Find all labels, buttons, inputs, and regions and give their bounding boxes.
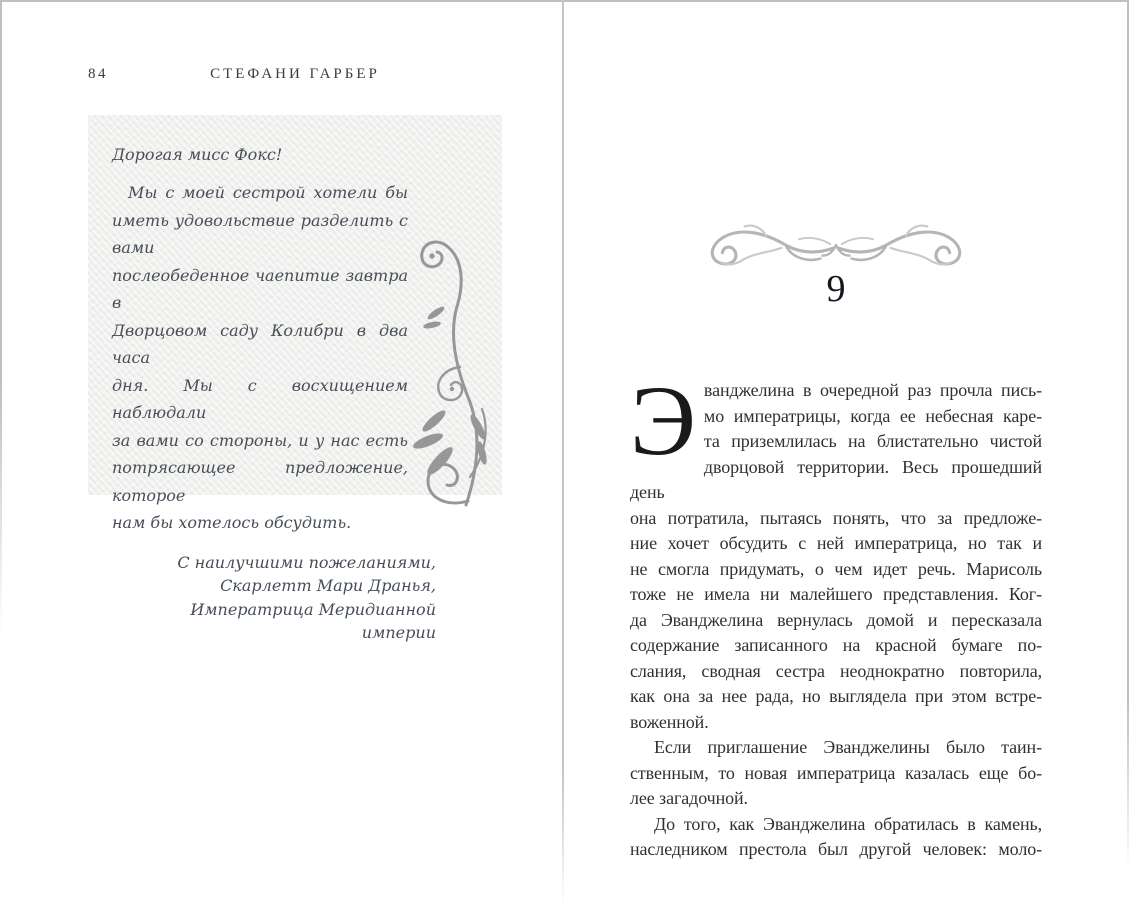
page-number: 84 [88,66,108,82]
text-line: воженной. [630,711,709,732]
text-line: тоже не имела ни малейшего представления. Ког- [630,584,1042,604]
text-line: дня. Мы с восхищением наблюдали [112,375,408,422]
text-line: Если приглашение Эванджелины было таин- [654,737,1042,757]
left-page [0,0,562,910]
text-line: ственным, то новая императрица казалась еще бо- [630,762,1042,783]
text-line: да Эванджелина вернулась домой и пересказала [630,609,1042,630]
chapter-heading [630,218,1042,310]
text-line: ванджелина в очередной раз прочла пись- [703,380,1042,400]
chapter-ornament-icon [700,218,972,270]
text-line: наследником престола был другой человек: моло- [630,839,1042,859]
text-line: дворцовой территории. Весь прошедший день [630,456,1042,502]
text-line: лее загадочной. [630,788,748,808]
letter-greeting: Дорогая мисс Фокс! [112,145,283,164]
text-line: Императрица Меридианной империи [190,599,436,642]
text-line: мо императрицы, когда ее небесная каре- [703,405,1042,426]
chapter-paragraph [630,812,1042,863]
text-line: слания, сводная сестра неоднократно повторила, [630,660,1042,681]
text-line: Мы с моей сестрой хотели бы [128,183,408,202]
text-line: она потратила, пытаясь понять, что за предложе- [630,507,1042,528]
chapter-paragraph [630,365,1042,735]
text-line: Скарлетт Мари Дранья, [220,576,436,595]
running-header: СТЕФАНИ ГАРБЕР [210,66,380,82]
letter [112,143,478,645]
letter-signature [112,551,436,645]
text-line: Дворцовом саду Колибри в два часа [112,320,408,367]
text-line: нам бы хотелось обсудить. [112,513,352,532]
text-line: та приземлилась на блистательно чистой [703,431,1042,451]
text-line: за вами со стороны, и у нас есть [112,430,408,450]
text-line: До того, как Эванджелина обратилась в камень, [654,813,1042,834]
drop-cap: Э [630,365,696,476]
text-line: ние хочет обсудить с ней императрица, но так и [630,533,1042,553]
chapter-paragraph [630,735,1042,812]
letter-body [112,179,408,537]
text-line: как она за нее рада, но выглядела при этом встре- [630,686,1042,706]
text-line: иметь удовольствие разделить с вами [112,210,408,257]
text-line: потрясающее предложение, которое [112,458,408,505]
text-line: содержание записанного на красной бумаге по- [630,635,1042,655]
letter-card [88,115,502,642]
text-line: послеобеденное чаепитие завтра в [112,265,408,312]
right-page [564,0,1129,910]
chapter-paragraphs [630,365,1042,863]
chapter-number: 9 [826,268,846,310]
text-line: С наилучшими пожеланиями, [177,552,436,572]
text-line: не смогла придумать, о чем идет речь. Марисоль [630,558,1042,579]
